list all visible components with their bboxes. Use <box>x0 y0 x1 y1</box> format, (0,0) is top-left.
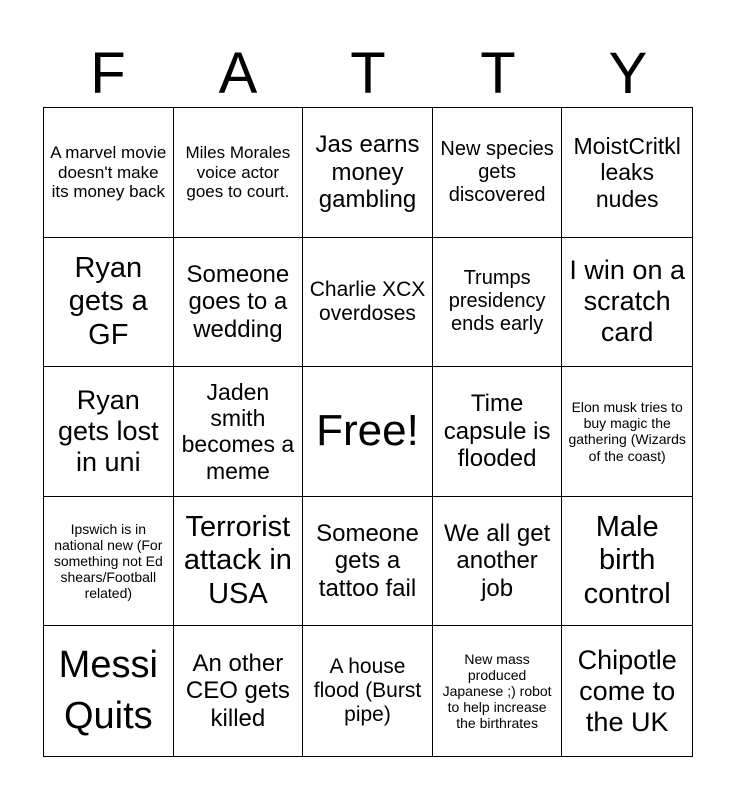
bingo-cell[interactable]: Chipotle come to the UK <box>577 644 677 737</box>
bingo-cell[interactable]: New mass produced Japanese ;) robot to help increase the birthrates <box>433 626 563 756</box>
bingo-cell[interactable]: I win on a scratch card <box>562 238 692 368</box>
bingo-cell[interactable]: Trumps presidency ends early <box>433 238 563 368</box>
bingo-cell[interactable]: Ryan gets lost in uni <box>44 367 174 497</box>
title-letter: F <box>90 41 126 106</box>
bingo-cell[interactable]: We all get another job <box>433 497 563 627</box>
bingo-title <box>43 40 693 108</box>
bingo-cell[interactable]: Male birth control <box>562 497 692 627</box>
bingo-cell[interactable]: Ipswich is in national new (For something not Ed shears/Football related) <box>44 497 174 627</box>
bingo-cell[interactable]: Ryan gets a GF <box>44 238 174 368</box>
bingo-cell[interactable]: Elon musk tries to buy magic the gathering (Wizards of the coast) <box>562 367 692 497</box>
title-letter: Y <box>608 41 648 106</box>
free-space-cell[interactable]: Free! <box>303 367 433 497</box>
bingo-cell[interactable]: Miles Morales voice actor goes to court. <box>174 108 304 238</box>
bingo-cell[interactable]: An other CEO gets killed <box>174 626 304 756</box>
bingo-cell[interactable]: A marvel movie doesn't make its money back <box>44 108 174 238</box>
bingo-cell[interactable]: Time capsule is flooded <box>433 367 563 497</box>
bingo-cell[interactable]: A house flood (Burst pipe) <box>303 626 433 756</box>
title-letter: A <box>218 41 258 106</box>
bingo-cell[interactable]: Messi Quits <box>44 626 174 756</box>
bingo-cell[interactable]: Someone gets a tattoo fail <box>303 497 433 627</box>
title-letter: T <box>480 41 516 106</box>
bingo-cell[interactable]: Jaden smith becomes a meme <box>174 367 304 497</box>
bingo-cell[interactable]: MoistCritkl leaks nudes <box>562 108 692 238</box>
bingo-cell[interactable]: Someone goes to a wedding <box>174 238 304 368</box>
bingo-cell[interactable]: Charlie XCX overdoses <box>303 238 433 368</box>
bingo-cell[interactable]: Terrorist attack in USA <box>174 497 304 627</box>
title-letter: T <box>350 41 386 106</box>
bingo-cell[interactable]: Jas earns money gambling <box>303 108 433 238</box>
bingo-board <box>43 107 693 757</box>
bingo-cell[interactable]: New species gets discovered <box>433 108 563 238</box>
